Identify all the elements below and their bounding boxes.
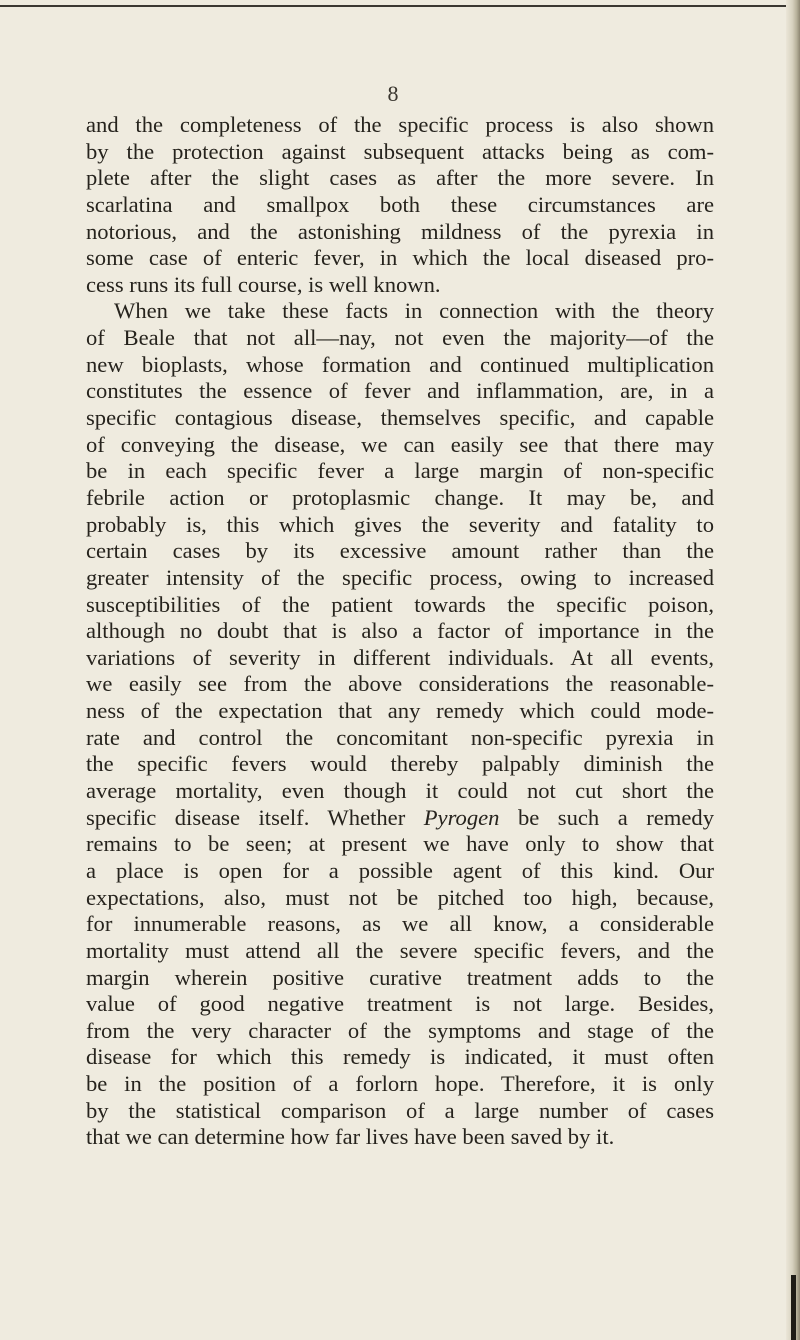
text-line: febrile action or protoplasmic change. It may be, and [86,484,714,510]
text-line: and the completeness of the specific process is also shown [86,112,714,137]
text-line: we easily see from the above considerations the reasonable- [86,671,714,697]
text-line: be in the position of a forlorn hope. Therefore, it is only [86,1071,714,1097]
text-line: from the very character of the symptoms and stage of the [86,1017,714,1043]
page-edge-shadow [791,1275,796,1340]
text-line: although no doubt that is also a factor of importance in the [86,618,714,644]
text-line: plete after the slight cases as after the more severe. In [86,165,714,191]
text-line: expectations, also, must not be pitched too high, because, [86,884,714,910]
text-line: probably is, this which gives the severity and fatality to [86,511,714,537]
text-line: new bioplasts, whose formation and continued multiplication [86,351,714,377]
text-line: value of good negative treatment is not large. Besides, [86,991,714,1017]
top-rule [0,5,786,7]
text-line: scarlatina and smallpox both these circumstances are [86,191,714,217]
page-edge [786,0,800,1340]
text-line: susceptibilities of the patient towards the specific poison, [86,591,714,617]
body-text [86,112,714,1151]
text-line: variations of severity in different individuals. At all events, [86,644,714,670]
text-segment: be such a remedy [499,804,714,830]
text-line: notorious, and the astonishing mildness of the pyrexia in [86,218,714,244]
text-line: be in each specific fever a large margin of non-specific [86,458,714,484]
text-line: disease for which this remedy is indicated, it must often [86,1044,714,1070]
italic-term: Pyrogen [423,804,500,830]
page-number: 8 [387,81,399,106]
text-line: greater intensity of the specific process, owing to increased [86,564,714,590]
text-line: for innumerable reasons, as we all know, a considerable [86,911,714,937]
text-line: constitutes the essence of fever and inflammation, are, in a [86,378,714,404]
text-line: margin wherein positive curative treatment adds to the [86,964,714,990]
text-line: by the statistical comparison of a large number of cases [86,1097,714,1123]
text-line: of conveying the disease, we can easily see that there may [86,431,714,457]
text-segment: specific disease itself. Whether [86,804,424,830]
text-line: specific contagious disease, themselves specific, and capable [86,405,714,431]
text-line: some case of enteric fever, in which the local diseased pro- [86,245,714,271]
text-line: that we can determine how far lives have been saved by it. [86,1124,615,1150]
text-line: of Beale that not all—nay, not even the majority—of the [86,325,714,351]
text-line: certain cases by its excessive amount rather than the [86,538,714,564]
paragraph-start-line: When we take these facts in connection with the theory [114,298,714,324]
text-line: ness of the expectation that any remedy which could mode- [86,698,714,724]
text-line: the specific fevers would thereby palpably diminish the [86,751,714,777]
text-line: mortality must attend all the severe specific fevers, and the [86,937,714,963]
text-line: rate and control the concomitant non-specific pyrexia in [86,724,714,750]
text-line: cess runs its full course, is well known. [86,271,441,297]
text-line: a place is open for a possible agent of this kind. Our [86,857,714,883]
text-line: remains to be seen; at present we have only to show that [86,831,714,857]
text-line-with-italic [86,805,714,832]
text-line: by the protection against subsequent attacks being as com- [86,138,714,164]
text-line: average mortality, even though it could not cut short the [86,778,714,804]
